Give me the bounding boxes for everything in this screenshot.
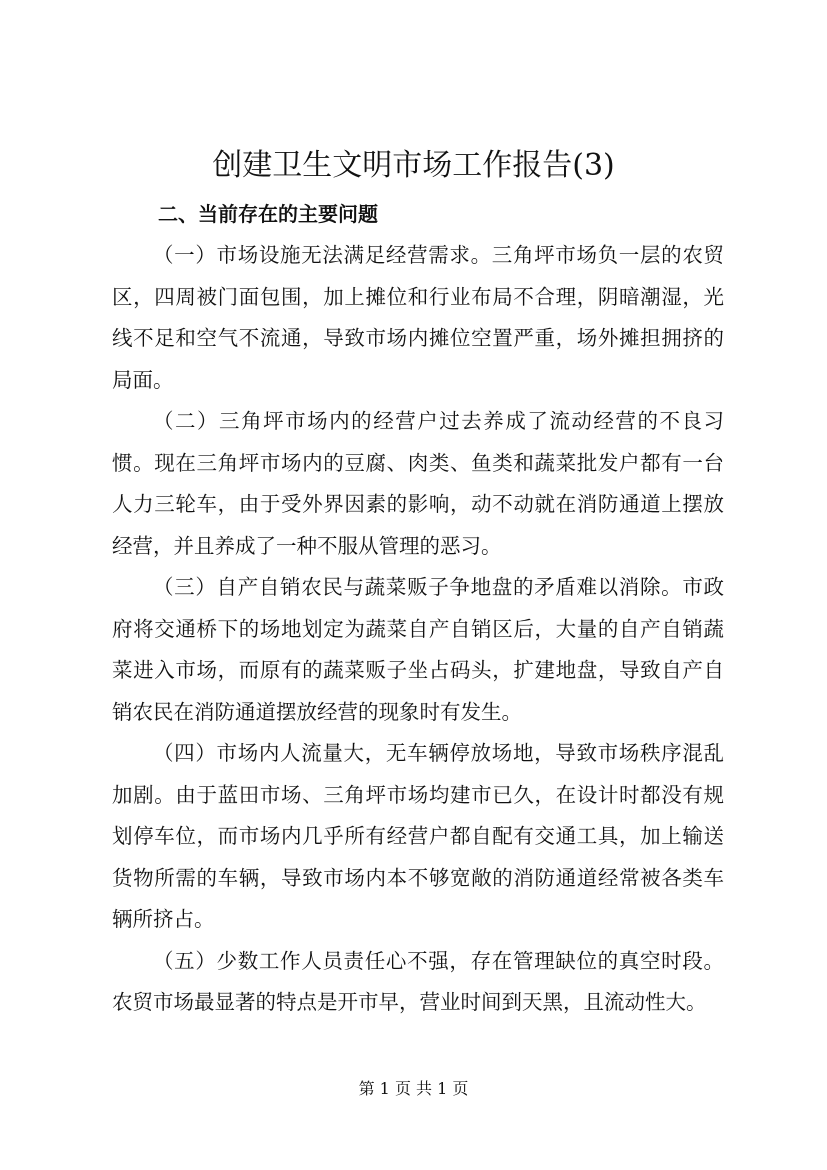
paragraph-1: （一）市场设施无法满足经营需求。三角坪市场负一层的农贸区，四周被门面包围，加上摊位和行业布局不合理，阴暗潮湿，光线不足和空气不流通，导致市场内摊位空置严重，场外摊担拥挤的局面。 bbox=[112, 243, 724, 392]
paragraph-5: （五）少数工作人员责任心不强，存在管理缺位的真空时段。农贸市场最显著的特点是开市早，营业时间到天黑，且流动性大。 bbox=[112, 948, 724, 1014]
document-title: 创建卫生文明市场工作报告(3) bbox=[212, 148, 615, 183]
paragraph-3: （三）自产自销农民与蔬菜贩子争地盘的矛盾难以消除。市政府将交通桥下的场地划定为蔬菜自产自销区后，大量的自产自销蔬菜进入市场，而原有的蔬菜贩子坐占码头，扩建地盘，导致自产自销农民在消防通道摆放经营的现象时有发生。 bbox=[112, 575, 724, 724]
document-body bbox=[112, 235, 724, 1024]
paragraph-4: （四）市场内人流量大，无车辆停放场地，导致市场秩序混乱加剧。由于蓝田市场、三角坪市场均建市已久，在设计时都没有规划停车位，而市场内几乎所有经营户都自配有交通工具，加上输送货物所需的车辆，导致市场内本不够宽敞的消防通道经常被各类车辆所挤占。 bbox=[112, 741, 724, 931]
section-heading: 二、当前存在的主要问题 bbox=[158, 202, 378, 226]
paragraph-2: （二）三角坪市场内的经营户过去养成了流动经营的不良习惯。现在三角坪市场内的豆腐、肉类、鱼类和蔬菜批发户都有一台人力三轮车，由于受外界因素的影响，动不动就在消防通道上摆放经营，并且养成了一种不服从管理的恶习。 bbox=[112, 409, 724, 558]
page-footer: 第 1 页 共 1 页 bbox=[358, 1079, 469, 1098]
